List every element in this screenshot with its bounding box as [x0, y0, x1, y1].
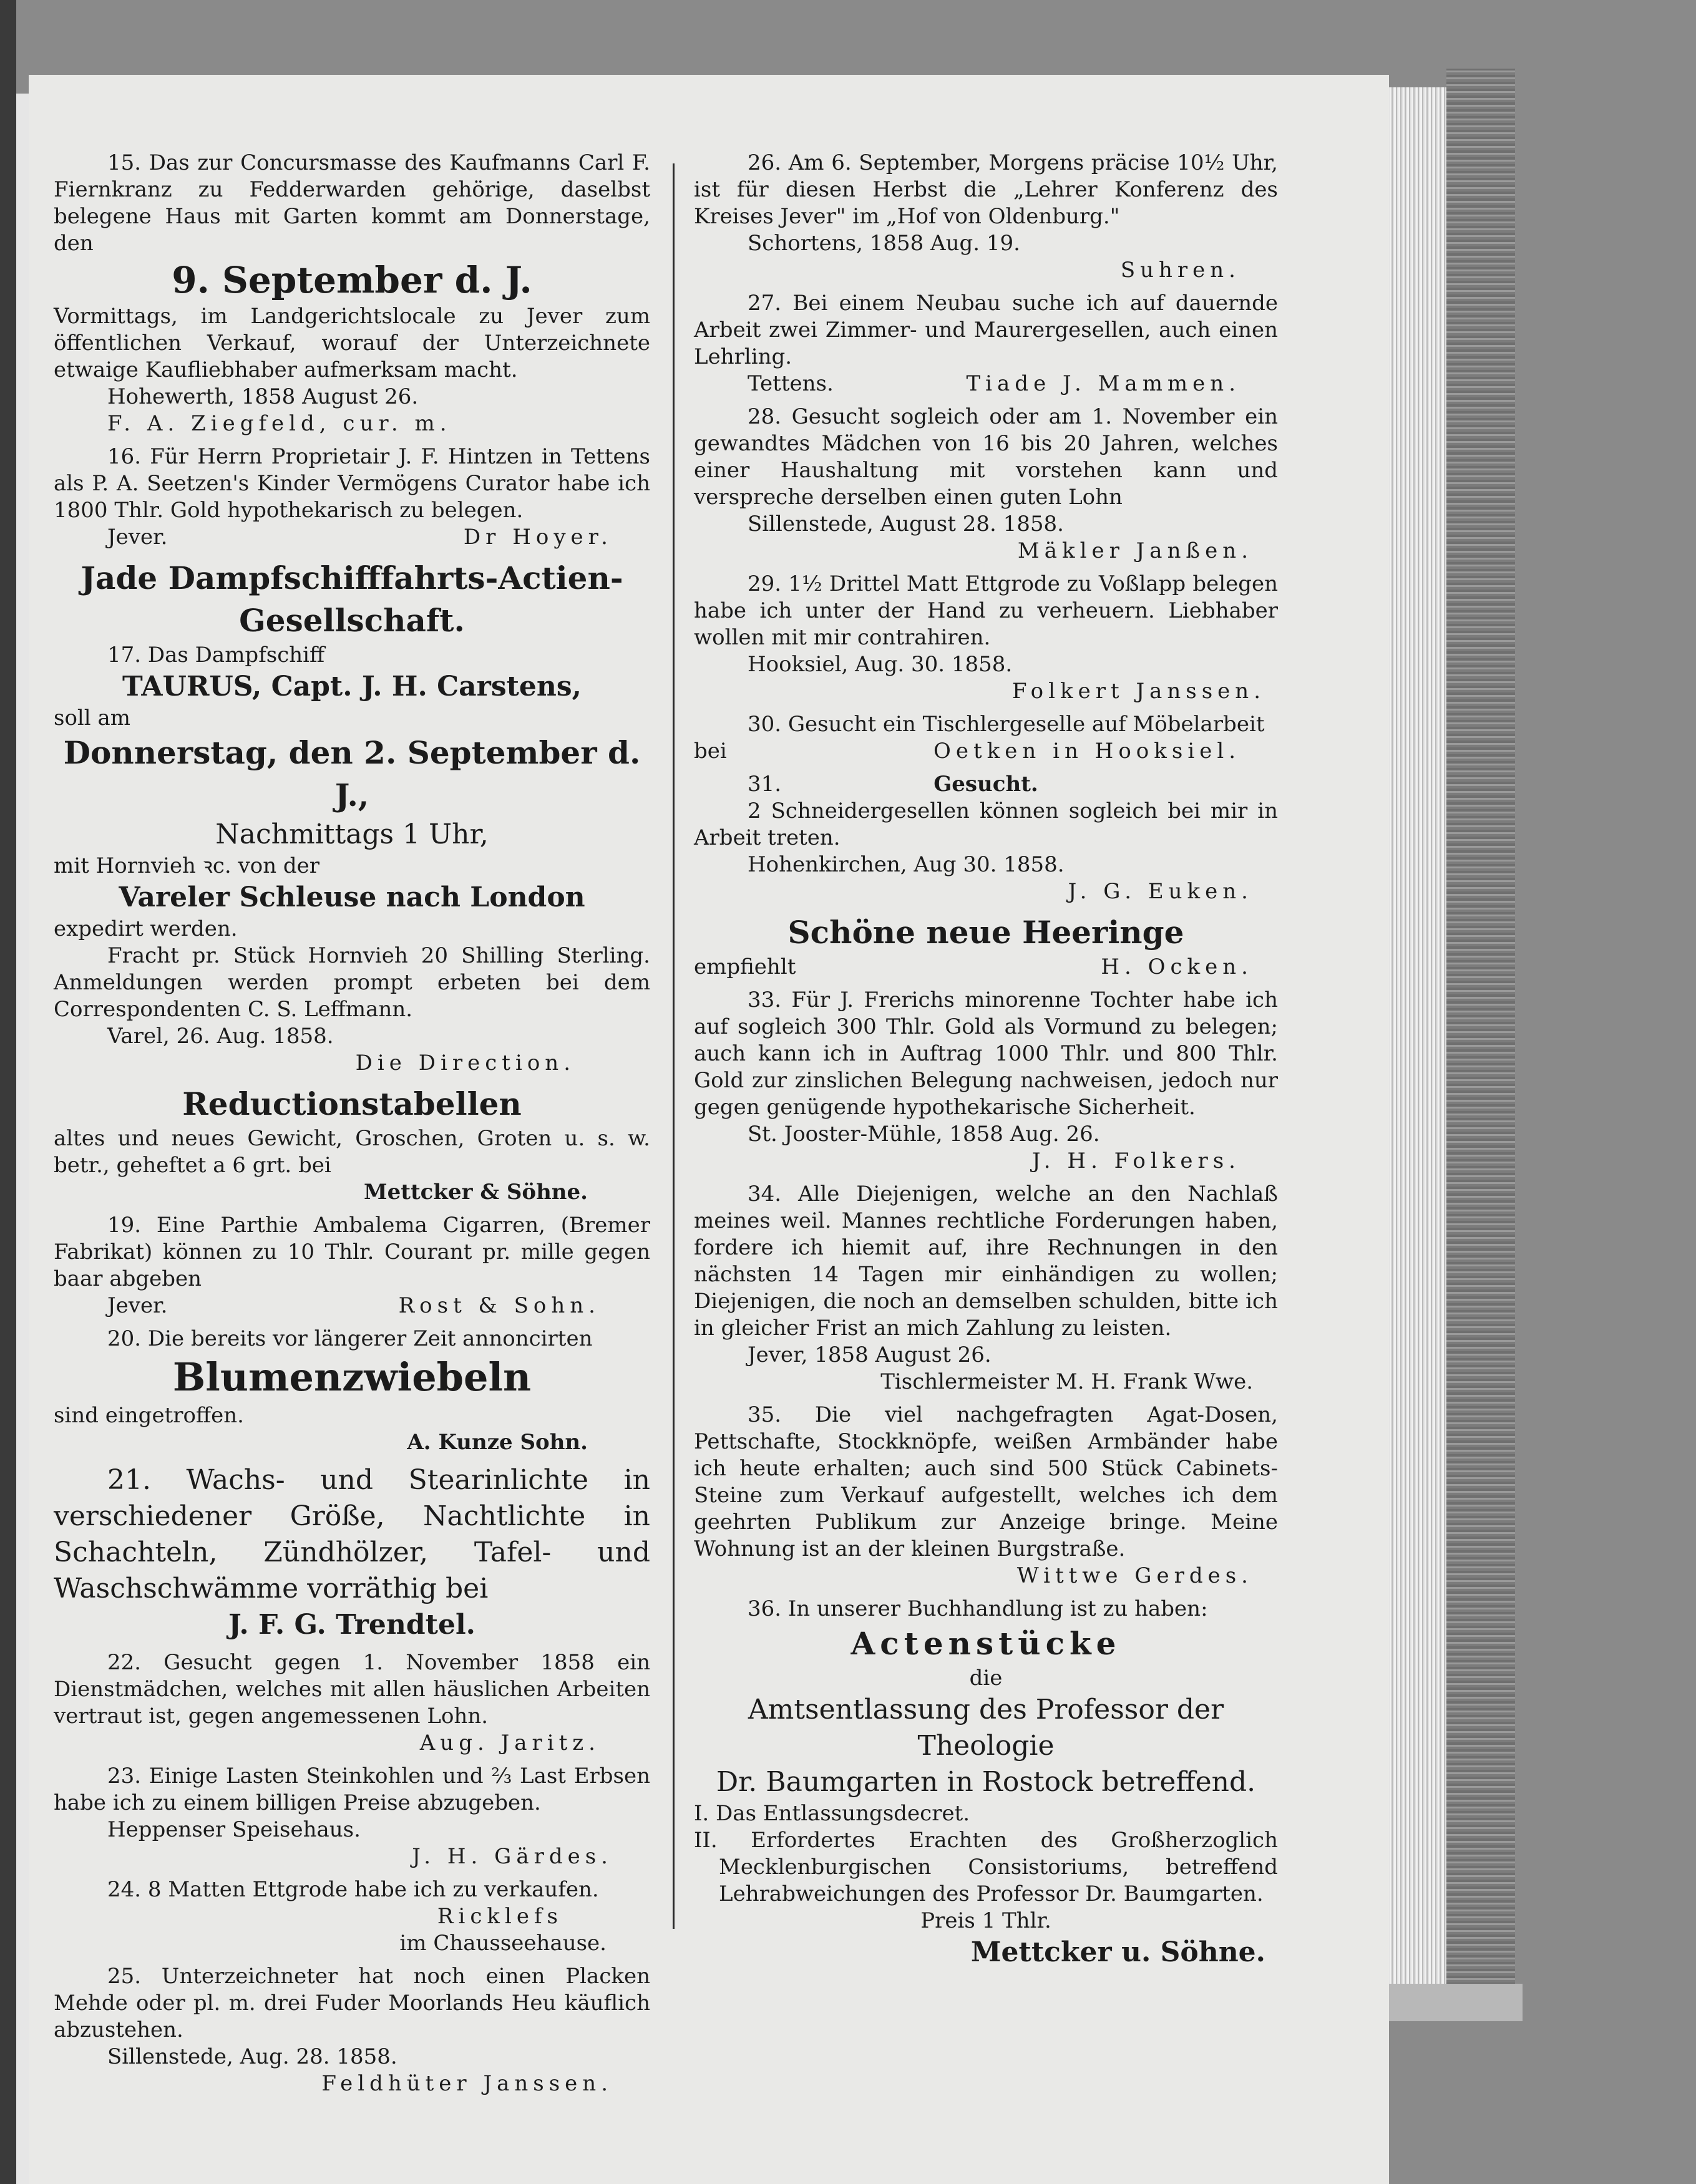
ad-25-signature: Feldhüter Janssen. [321, 2071, 613, 2096]
ad-18 [54, 1083, 650, 1206]
ad-29-place: Hooksiel, Aug. 30. 1858. [748, 652, 1013, 677]
ad-16-body: 16. Für Herrn Proprietair J. F. Hintzen in Tettens als P. A. Seetzen's Kinder Vermögens Curator habe ich 1800 Thlr. Gold hypothekarisch zu belegen. [54, 444, 650, 523]
ad-17 [54, 557, 650, 1077]
ad-34 [694, 1181, 1278, 1395]
ad-24 [54, 1876, 650, 1957]
ad-26 [694, 150, 1278, 284]
ad-20-signature: A. Kunze Sohn. [407, 1430, 588, 1455]
ad-15-signature: F. A. Ziegfeld, cur. m. [107, 411, 452, 436]
ad-15-lead: 15. Das zur Concursmasse des Kaufmanns Carl F. Fiernkranz zu Fedderwarden gehörige, daselbst belegene Haus mit Garten kommt am Donnerstage, den [54, 150, 650, 256]
ad-23-body: 23. Einige Lasten Steinkohlen und ⅔ Last Erbsen habe ich zu einem billigen Preise abzugeben. [54, 1764, 650, 1815]
ad-16-place: Jever. [107, 525, 168, 550]
ad-17-soll: soll am [54, 706, 130, 730]
ad-22-body: 22. Gesucht gegen 1. November 1858 ein Dienstmädchen, welches mit allen häuslichen Arbeiten vertraut ist, gegen angemessenen Lohn. [54, 1650, 650, 1729]
ad-33-place: St. Jooster-Mühle, 1858 Aug. 26. [748, 1122, 1100, 1147]
ad-34-signature: Tischlermeister M. H. Frank Wwe. [880, 1369, 1253, 1394]
ad-31 [694, 771, 1278, 905]
ad-36-subitem-1: I. Das Entlassungsdecret. [694, 1801, 970, 1826]
ad-31-body: 2 Schneidergesellen können sogleich bei mir in Arbeit treten. [694, 798, 1278, 850]
ad-28-signature: Mäkler Janßen. [1017, 538, 1253, 563]
ad-17-header: Jade Dampfschifffahrts-Actien-Gesellschaft. [80, 560, 623, 639]
ad-18-signature: Mettcker & Söhne. [364, 1180, 588, 1205]
ad-20-body: sind eingetroffen. [54, 1403, 244, 1428]
ad-19-place: Jever. [107, 1293, 168, 1318]
ad-17-place: Varel, 26. Aug. 1858. [107, 1024, 334, 1049]
ad-20 [54, 1326, 650, 1456]
ad-16 [54, 444, 650, 551]
ad-22-signature: Aug. Jaritz. [419, 1730, 600, 1755]
ad-30 [694, 711, 1278, 765]
ad-27-place: Tettens. [748, 371, 834, 396]
ad-25-place: Sillenstede, Aug. 28. 1858. [107, 2044, 397, 2069]
ad-36-subitem-2: II. Erfordertes Erachten des Großherzoglich Mecklenburgischen Consistoriums, betreffend Lehrabweichungen des Professor Dr. Baumgarten. [694, 1828, 1278, 1906]
ad-21-signature: J. F. G. Trendtel. [228, 1609, 475, 1641]
ad-15-body: Vormittags, im Landgerichtslocale zu Jever zum öffentlichen Verkauf, worauf der Unterzeichnete etwaige Kaufliebhaber aufmerksam macht. [54, 304, 650, 382]
ad-27-signature: Tiade J. Mammen. [966, 371, 1240, 396]
ad-25 [54, 1963, 650, 2097]
right-column [694, 150, 1278, 1977]
left-column [54, 150, 650, 2104]
ad-31-header: Gesucht. [933, 772, 1038, 797]
ad-18-body: altes und neues Gewicht, Groschen, Groten u. s. w. betr., geheftet a 6 grt. bei [54, 1126, 650, 1178]
ad-27-body: 27. Bei einem Neubau suche ich auf dauernde Arbeit zwei Zimmer- und Maurergesellen, auch einen Lehrling. [694, 291, 1278, 369]
ad-36-title-line-1: Amtsentlassung des Professor der Theologie [748, 1694, 1224, 1762]
scanner-border [0, 0, 16, 2184]
ad-15 [54, 150, 650, 437]
ad-20-header: Blumenzwiebeln [172, 1354, 532, 1400]
ad-36-price: Preis 1 Thlr. [920, 1908, 1051, 1933]
ad-26-signature: Suhren. [1120, 258, 1240, 283]
ad-21 [54, 1462, 650, 1643]
ad-32 [694, 911, 1278, 981]
ad-29-body: 29. 1½ Drittel Matt Ettgrode zu Voßlapp belegen habe ich unter der Hand zu verheuern. Liebhaber wollen mit mir contrahiren. [694, 571, 1278, 650]
ad-22 [54, 1649, 650, 1757]
book-cover-edge [1446, 69, 1515, 1996]
ad-32-header: Schöne neue Heeringe [787, 914, 1184, 951]
ad-32-signature: H. Ocken. [1101, 954, 1253, 979]
book-bottom-edge [1373, 1984, 1523, 2021]
column-divider [673, 163, 675, 1929]
ad-19 [54, 1212, 650, 1319]
ad-17-mit: mit Hornvieh ꝛc. von der [54, 853, 320, 878]
ad-30-bei: bei [694, 739, 727, 764]
ad-23-place: Heppenser Speisehaus. [107, 1817, 361, 1842]
ad-24-signature: Ricklefs [437, 1904, 563, 1929]
ad-17-lead: 17. Das Dampfschiff [107, 643, 325, 667]
ad-26-place: Schortens, 1858 Aug. 19. [748, 231, 1020, 256]
ad-32-lead: empfiehlt [694, 954, 796, 979]
ad-30-signature: Oetken in Hooksiel. [933, 739, 1240, 764]
ad-20-lead: 20. Die bereits vor längerer Zeit annoncirten [107, 1326, 593, 1351]
ad-36 [694, 1596, 1278, 1971]
ad-35-body: 35. Die viel nachgefragten Agat-Dosen, Pettschafte, Stockknöpfe, weißen Armbänder habe ich heute erhalten; auch sind 500 Stück Cabinets-Steine zum Verkauf aufgestellt, welches ich dem geehrten Publikum zur Anzeige bringe. Meine Wohnung ist an der kleinen Burgstraße. [694, 1402, 1278, 1561]
ad-29 [694, 571, 1278, 705]
ad-36-signature: Mettcker u. Söhne. [970, 1936, 1265, 1968]
ad-15-place: Hohewerth, 1858 August 26. [107, 384, 419, 409]
ad-17-body: Fracht pr. Stück Hornvieh 20 Shilling Sterling. Anmeldungen werden prompt erbeten bei dem Correspondenten C. S. Leffmann. [54, 943, 650, 1022]
ad-36-header: Actenstücke [850, 1625, 1121, 1662]
ad-24-body: 24. 8 Matten Ettgrode habe ich zu verkaufen. [107, 1877, 599, 1902]
ad-16-signature: Dr Hoyer. [463, 525, 613, 550]
ad-18-header: Reductionstabellen [182, 1085, 522, 1122]
ad-23 [54, 1763, 650, 1870]
ad-17-time: Nachmittags 1 Uhr, [215, 818, 489, 850]
ad-21-body: 21. Wachs- und Stearinlichte in verschiedener Größe, Nachtlichte in Schachteln, Zündhölzer, Tafel- und Waschschwämme vorräthig bei [54, 1464, 650, 1604]
ad-17-date: Donnerstag, den 2. September d. J., [63, 734, 641, 813]
ad-31-signature: J. G. Euken. [1068, 879, 1253, 904]
ad-19-signature: Rost & Sohn. [398, 1293, 600, 1318]
ad-25-body: 25. Unterzeichneter hat noch einen Placken Mehde oder pl. m. drei Fuder Moorlands Heu käuflich abzustehen. [54, 1964, 650, 2042]
ad-36-title-line-2: Dr. Baumgarten in Rostock betreffend. [716, 1766, 1256, 1798]
ad-27 [694, 290, 1278, 397]
ad-36-lead: 36. In unserer Buchhandlung ist zu haben: [748, 1596, 1208, 1621]
ad-17-exp: expedirt werden. [54, 916, 238, 941]
ad-29-signature: Folkert Janssen. [1011, 679, 1265, 704]
ad-31-number: 31. [748, 772, 782, 797]
ad-30-body: 30. Gesucht ein Tischlergeselle auf Möbelarbeit [748, 712, 1265, 737]
ad-33-body: 33. Für J. Frerichs minorenne Tochter habe ich auf sogleich 300 Thlr. Gold als Vormund zu belegen; auch kann ich in Auftrag 1000 Thlr. und 800 Thlr. Gold zur zinslichen Belegung nachweisen, jedoch nur gegen genügende hypothekarische Sicherheit. [694, 988, 1278, 1120]
ad-28 [694, 404, 1278, 565]
ad-34-body: 34. Alle Diejenigen, welche an den Nachlaß meines weil. Mannes rechtliche Forderungen haben, fordere ich hiemit auf, ihre Rechnungen in den nächsten 14 Tagen mir einhändigen zu wollen; Diejenigen, die noch an demselben schulden, bitte ich in gleicher Frist an mich Zahlung zu leisten. [694, 1182, 1278, 1341]
ad-19-body: 19. Eine Parthie Ambalema Cigarren, (Bremer Fabrikat) können zu 10 Thlr. Courant pr. mille gegen baar abgeben [54, 1213, 650, 1291]
ad-26-body: 26. Am 6. September, Morgens präcise 10½ Uhr, ist für diesen Herbst die „Lehrer Konferenz des Kreises Jever" im „Hof von Oldenburg." [694, 150, 1278, 229]
ad-17-signature: Die Direction. [355, 1051, 575, 1075]
ad-33-signature: J. H. Folkers. [1031, 1148, 1240, 1173]
ad-35 [694, 1402, 1278, 1589]
ad-36-die: die [969, 1666, 1003, 1691]
ad-15-date: 9. September d. J. [172, 259, 532, 301]
ad-28-place: Sillenstede, August 28. 1858. [748, 512, 1064, 536]
ad-31-place: Hohenkirchen, Aug 30. 1858. [748, 852, 1065, 877]
ad-17-ship: TAURUS, Capt. J. H. Carstens, [122, 671, 582, 702]
ad-35-signature: Wittwe Gerdes. [1016, 1563, 1253, 1588]
previous-page-edge [16, 94, 29, 2184]
ad-24-location: im Chausseehause. [399, 1931, 607, 1956]
ad-28-body: 28. Gesucht sogleich oder am 1. November ein gewandtes Mädchen von 16 bis 20 Jahren, welches einer Haushaltung mit vorstehen kann und verspreche derselben einen guten Lohn [694, 404, 1278, 510]
ad-23-signature: J. H. Gärdes. [412, 1844, 613, 1869]
ad-33 [694, 987, 1278, 1175]
ad-34-place: Jever, 1858 August 26. [748, 1342, 992, 1367]
ad-17-route: Vareler Schleuse nach London [119, 881, 585, 913]
